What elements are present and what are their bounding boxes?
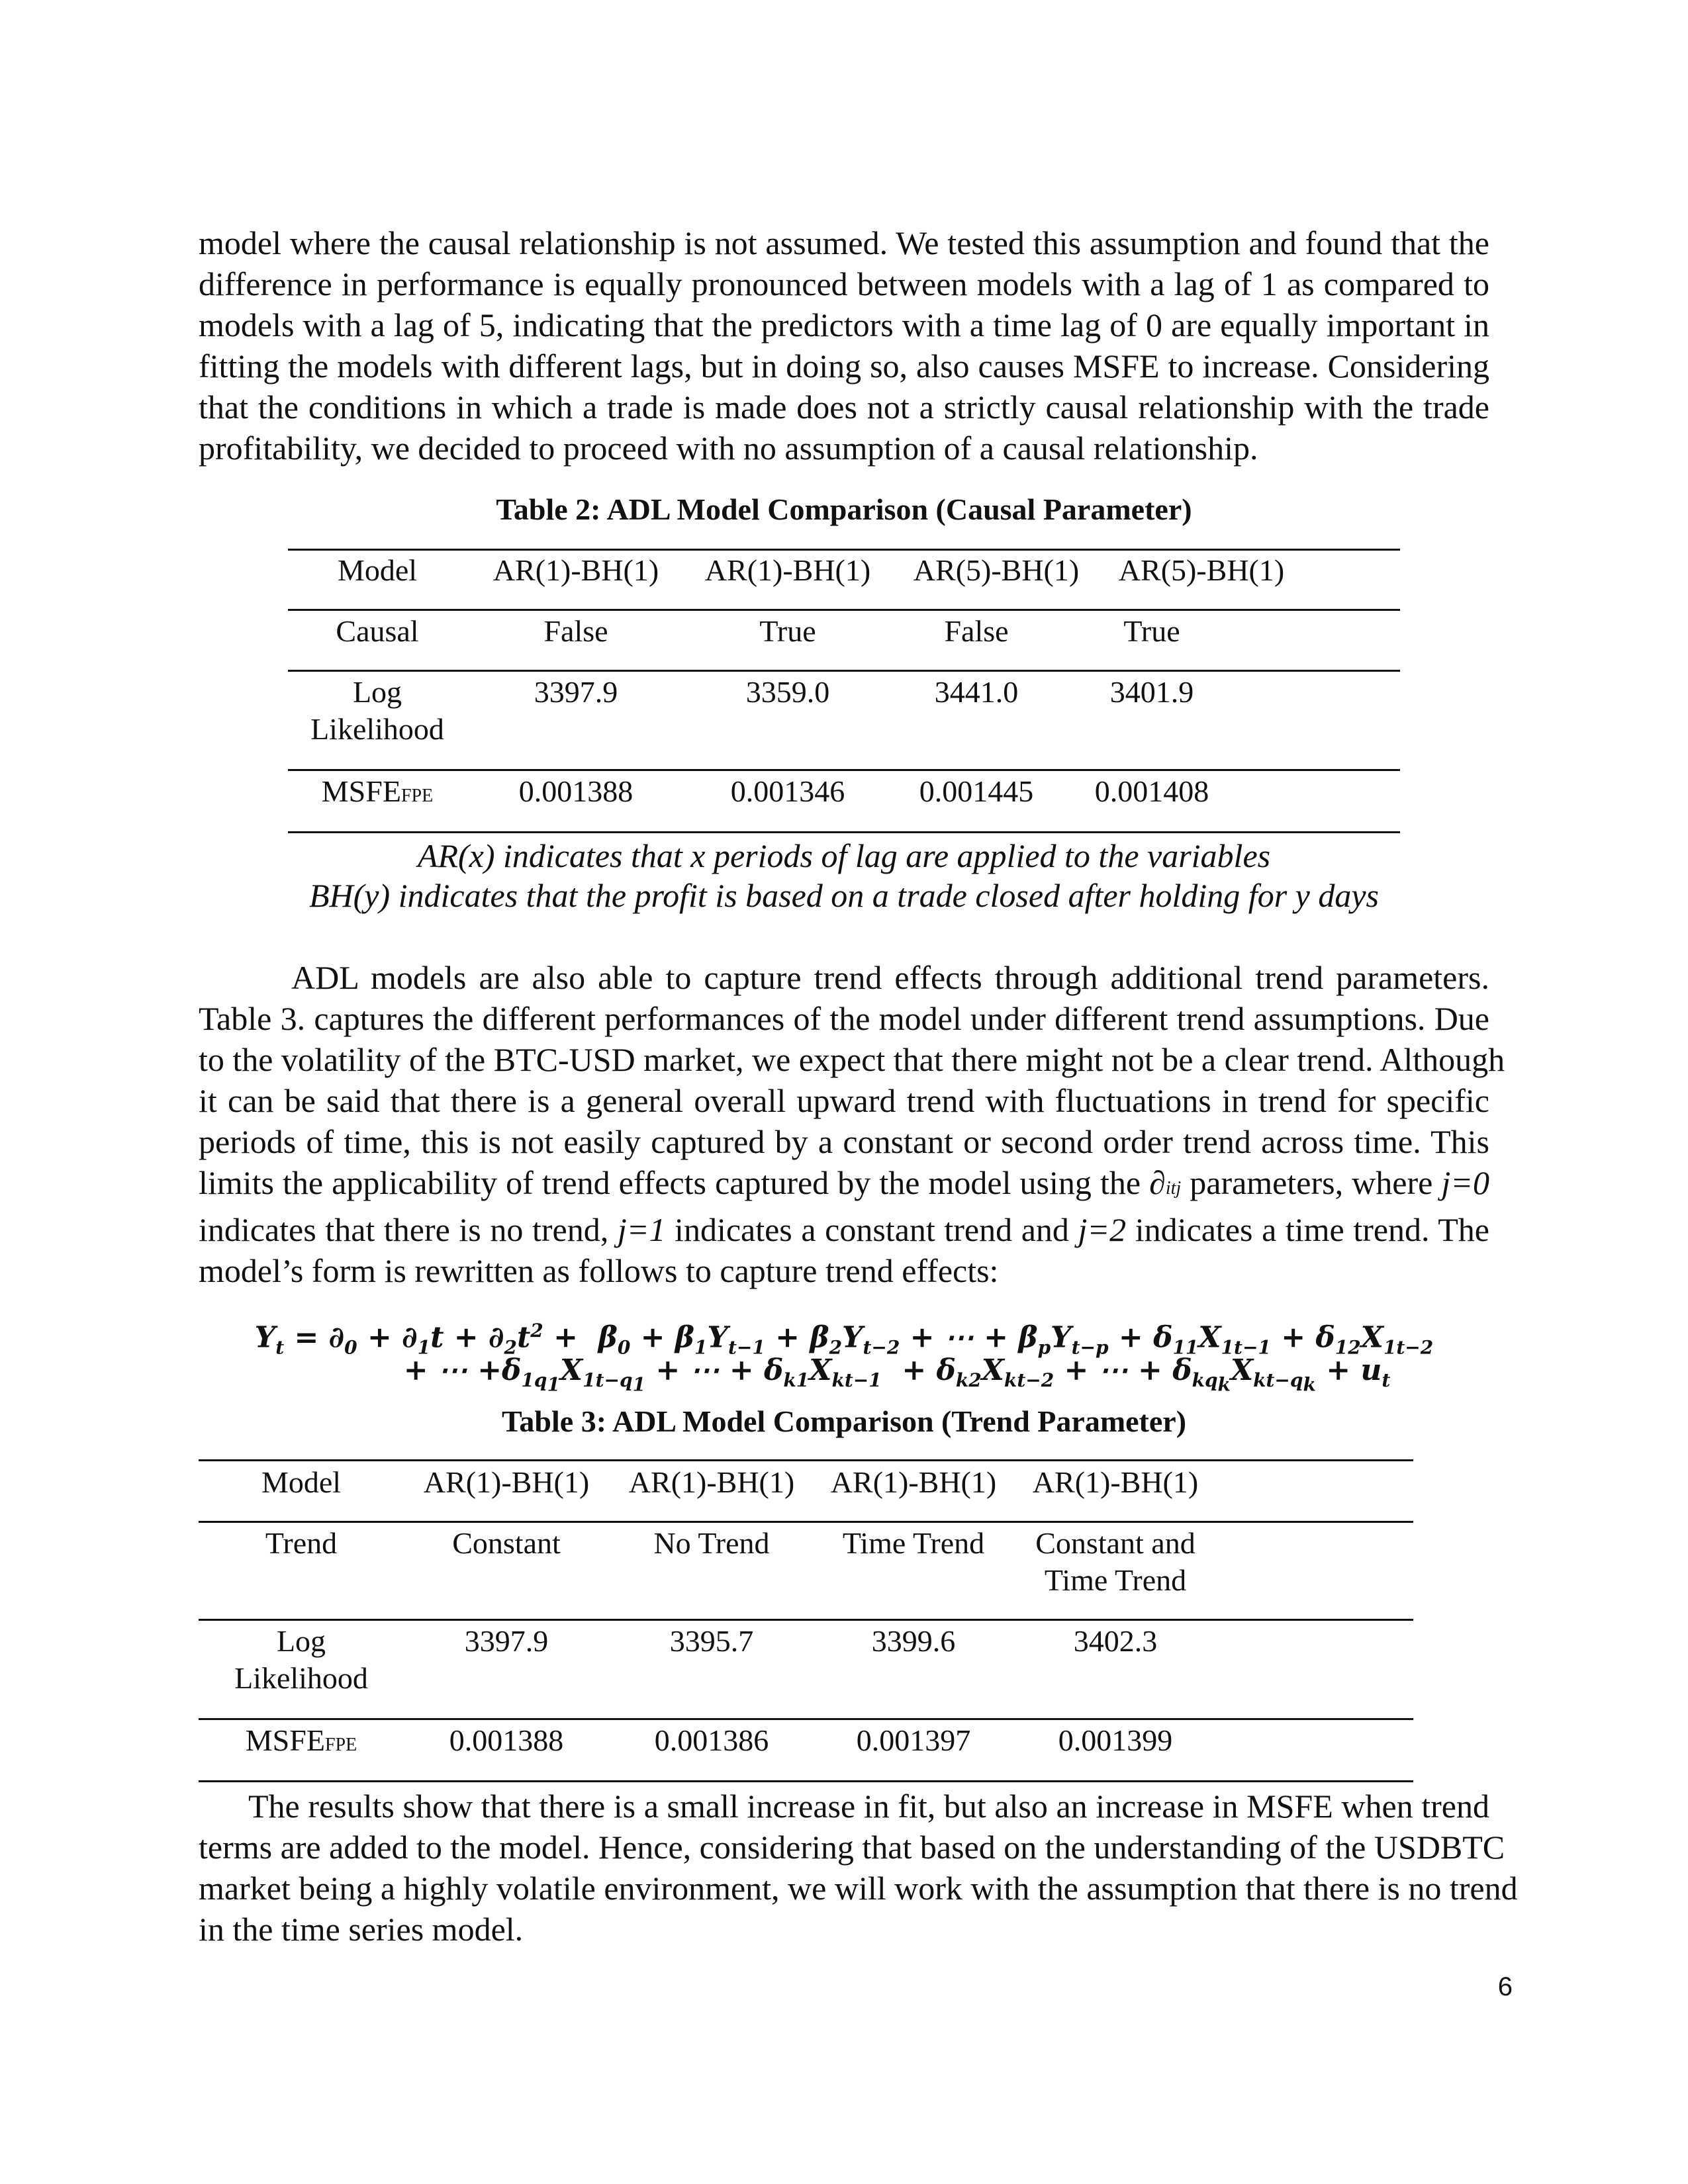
paragraph-line: model’s form is rewritten as follows to capture trend effects:	[199, 1252, 999, 1289]
table2-cell: 3397.9	[534, 675, 618, 709]
table3-top-rule	[199, 1459, 1413, 1461]
table2-cell: AR(1)-BH(1)	[492, 553, 659, 587]
table3-caption: Table 3: ADL Model Comparison (Trend Parameter)	[501, 1404, 1187, 1438]
table3-cell: No Trend	[653, 1526, 770, 1560]
table2-top-rule	[288, 549, 1400, 551]
table3-rule	[199, 1521, 1413, 1523]
paragraph-line: The results show that there is a small increase in fit, but also an increase in MSFE when trend	[248, 1788, 1489, 1825]
paragraph-line: it can be said that there is a general overall upward trend with fluctuations in trend for specific	[199, 1082, 1489, 1119]
table2-cell: 3359.0	[745, 675, 830, 709]
math-text: j=0	[1441, 1164, 1489, 1201]
table3-cell: AR(1)-BH(1)	[1032, 1465, 1199, 1499]
table2-cell: 3401.9	[1109, 675, 1194, 709]
table2-cell: 3441.0	[934, 675, 1019, 709]
table3-row-label-likelihood: Likelihood	[234, 1661, 368, 1695]
paragraph-line	[199, 1209, 1489, 1250]
table2-cell: 0.001408	[1094, 774, 1209, 808]
table3-cell: 3397.9	[464, 1624, 549, 1658]
adl-equation-line-1: $Y_t = \partial_0 + \partial_1t + \partial_2t^2 + \beta_0 + \beta_1Y_{t-1} + \beta_2Y_{t-2}$ + ⋯ + $\beta_pY_{t-p} + \delta_{11}X_{1t-1} + \delta_{12}X_{1t-2}$	[254, 1320, 1434, 1359]
table3-cell: Constant and Time Trend	[1035, 1526, 1196, 1597]
paragraph-line: models with a lag of 5, indicating that the predictors with a time lag of 0 are equally important in	[199, 306, 1489, 343]
table3-cell: 0.001388	[449, 1723, 564, 1757]
table2-row-label-msfe	[305, 773, 450, 815]
table3-cell: 3395.7	[669, 1624, 754, 1658]
table2-note: AR(x) indicates that x periods of lag are applied to the variables	[417, 837, 1271, 874]
paragraph-line: ADL models are also able to capture trend effects through additional trend parameters.	[291, 959, 1489, 996]
table3-row-label-model: Model	[261, 1465, 342, 1499]
table2-cell: 0.001346	[730, 774, 845, 808]
table2-cell: AR(1)-BH(1)	[704, 553, 871, 587]
paragraph-line: model where the causal relationship is not assumed. We tested this assumption and found that the	[199, 224, 1489, 261]
paragraph-line: difference in performance is equally pronounced between models with a lag of 1 as compared to	[199, 265, 1489, 302]
table3-cell: 0.001397	[856, 1723, 971, 1757]
table3-row-label-trend: Trend	[265, 1526, 338, 1560]
table2-cell: 0.001445	[919, 774, 1034, 808]
table3-cell: 3402.3	[1073, 1624, 1158, 1658]
paragraph-line: to the volatility of the BTC-USD market, we expect that there might not be a clear trend. Although	[199, 1041, 1505, 1078]
table2-row-label-log: Log	[352, 675, 402, 709]
table3-cell: AR(1)-BH(1)	[628, 1465, 795, 1499]
table2-cell: True	[1123, 614, 1180, 648]
text-run: indicates that there is no trend,	[199, 1211, 618, 1248]
table2-cell: False	[944, 614, 1009, 648]
fpe-subscript: FPE	[400, 786, 434, 806]
table3-rule	[199, 1619, 1413, 1621]
table2-row-label-likelihood: Likelihood	[310, 712, 444, 746]
intro-paragraph	[199, 222, 1489, 469]
table2-cell: AR(5)-BH(1)	[1118, 553, 1285, 587]
table3-cell: 3399.6	[871, 1624, 956, 1658]
table3-bottom-rule	[199, 1780, 1413, 1782]
math-text: j=2	[1078, 1211, 1127, 1248]
table3-cell: AR(1)-BH(1)	[830, 1465, 997, 1499]
paragraph-line: that the conditions in which a trade is made does not a strictly causal relationship with the trade	[199, 388, 1489, 426]
text-run: limits the applicability of trend effects captured by the model using the	[199, 1164, 1150, 1201]
page-number: 6	[1497, 1972, 1513, 2001]
msfe-label: MSFE	[245, 1723, 325, 1757]
table3-row-label-log: Log	[276, 1624, 326, 1658]
table2-caption: Table 2: ADL Model Comparison (Causal Parameter)	[496, 492, 1192, 526]
trend-paragraph	[199, 957, 1505, 1291]
msfe-label: MSFE	[321, 774, 401, 808]
paragraph-line: Table 3. captures the different performances of the model under different trend assumptions. Due	[199, 1000, 1489, 1037]
table2-rule	[288, 670, 1400, 672]
text-run: parameters, where	[1181, 1164, 1442, 1201]
table2-rule	[288, 769, 1400, 771]
table2-cell: 0.001388	[518, 774, 633, 808]
table2-note: BH(y) indicates that the profit is based on a trade closed after holding for y days	[309, 877, 1379, 914]
table3-cell: 0.001399	[1058, 1723, 1173, 1757]
table2-cell: AR(5)-BH(1)	[913, 553, 1080, 587]
table3-cell: Time Trend	[842, 1526, 985, 1560]
math-text: j=1	[617, 1211, 666, 1248]
table2-row-label-causal: Causal	[336, 614, 419, 648]
table2-row-label-model: Model	[337, 553, 418, 587]
table3-rule	[199, 1718, 1413, 1720]
paragraph-line: market being a highly volatile environment, we will work with the assumption that there is no trend	[199, 1870, 1518, 1907]
paragraph-line: fitting the models with different lags, but in doing so, also causes MSFE to increase. Considering	[199, 347, 1489, 385]
table3-cell: Constant	[452, 1526, 561, 1560]
table2-bottom-rule	[288, 831, 1400, 833]
paragraph-line: periods of time, this is not easily captured by a constant or second order trend across time. This	[199, 1123, 1489, 1160]
table3-cell: 0.001386	[654, 1723, 769, 1757]
paragraph-line: terms are added to the model. Hence, considering that based on the understanding of the USDBTC	[199, 1829, 1505, 1866]
paragraph-line	[199, 1162, 1489, 1209]
table3-row-label-msfe	[218, 1722, 384, 1764]
results-paragraph	[199, 1786, 1518, 1950]
table2-rule	[288, 609, 1400, 611]
table2-cell: True	[759, 614, 816, 648]
table2-cell: False	[543, 614, 608, 648]
adl-equation-line-2: + ⋯ $+\delta_{1q_1}X_{1t-q_1}$ + ⋯ + $\delta_{k1}X_{kt-1} + \delta_{k2}X_{kt-2}$ + ⋯ + $\delta_{kq_k}X_{kt-q_k} + u_t$	[403, 1353, 1391, 1396]
paragraph-line: profitability, we decided to proceed with no assumption of a causal relationship.	[199, 430, 1258, 467]
table3-cell: AR(1)-BH(1)	[423, 1465, 590, 1499]
symbol-subscript: itj	[1165, 1178, 1182, 1199]
partial-symbol: ∂	[1149, 1164, 1166, 1201]
text-run: indicates a constant trend and	[665, 1211, 1078, 1248]
paragraph-line: in the time series model.	[199, 1911, 524, 1948]
text-run: indicates a time trend. The	[1126, 1211, 1489, 1248]
fpe-subscript: FPE	[324, 1735, 357, 1755]
